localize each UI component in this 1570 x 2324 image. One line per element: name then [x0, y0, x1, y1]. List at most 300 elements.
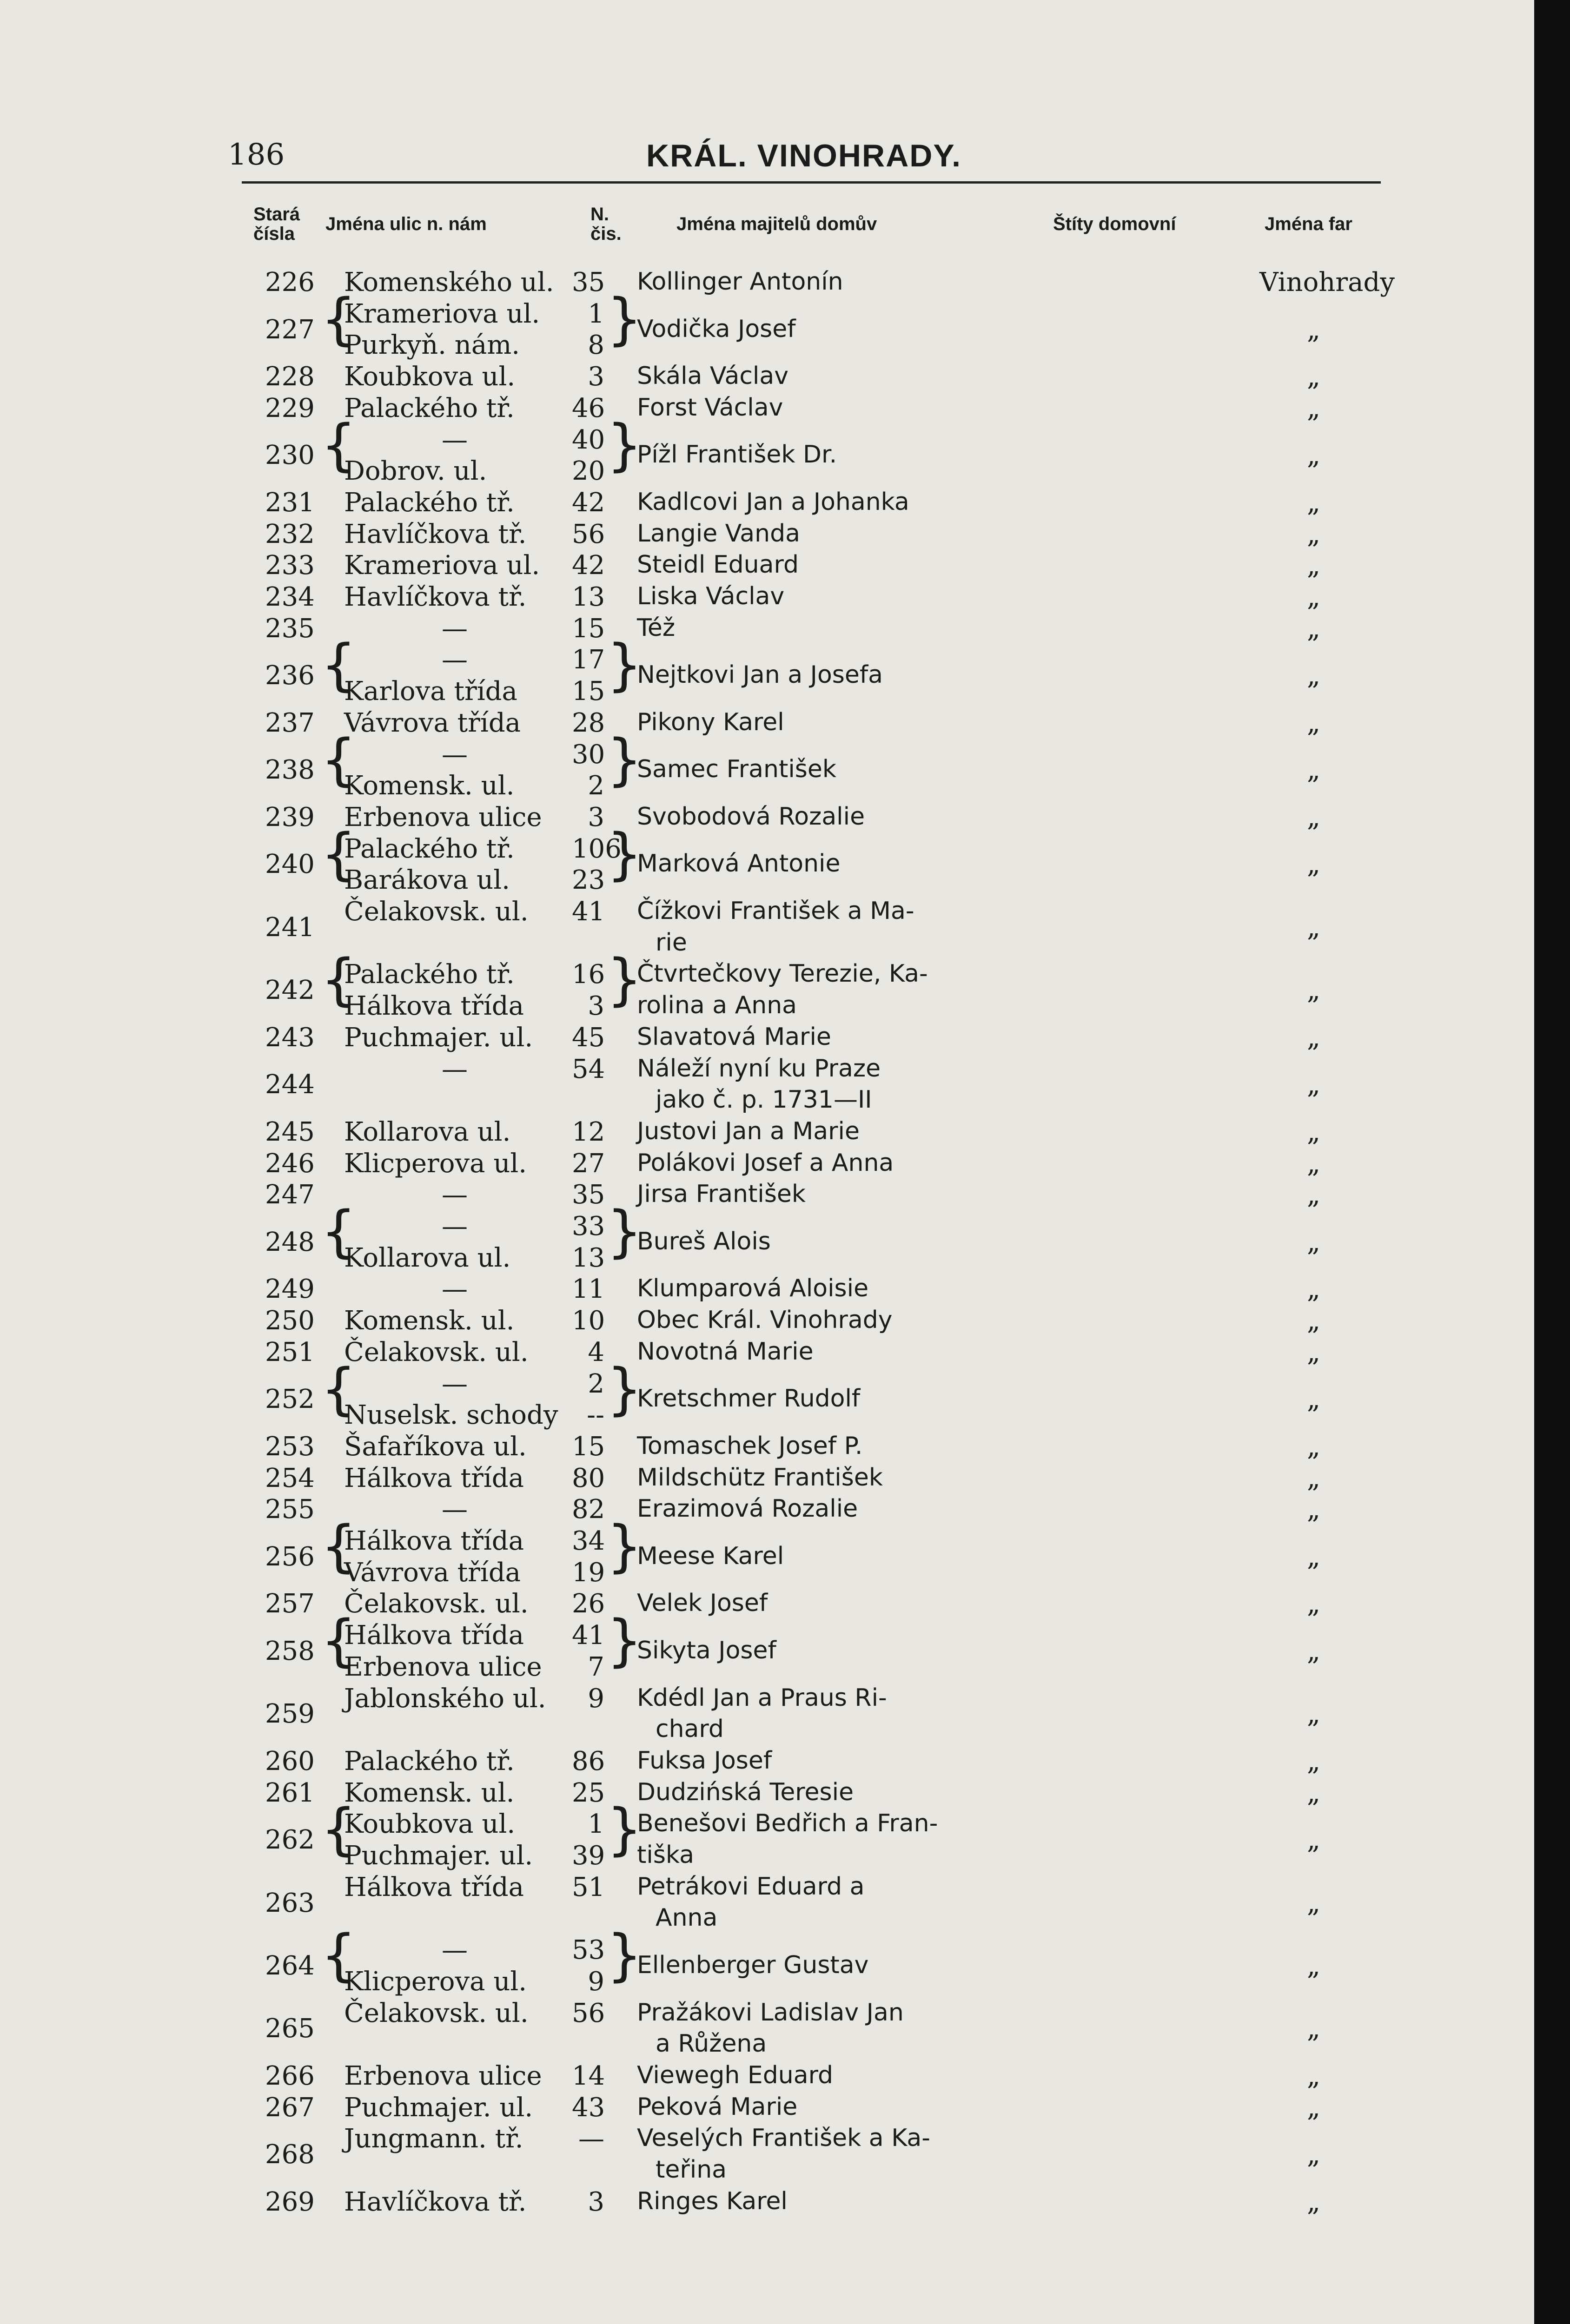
- house-number: 56: [572, 1998, 605, 2028]
- parish-name: „: [1306, 1306, 1320, 1336]
- parish-name: „: [1306, 2139, 1320, 2170]
- parish-name: „: [1306, 802, 1320, 832]
- left-brace: {: [321, 727, 357, 792]
- parish-name: „: [1306, 1384, 1320, 1415]
- house-number: 45: [572, 1022, 605, 1053]
- street-name: Jablonského ul.: [344, 1683, 546, 1714]
- old-number: 247: [265, 1180, 315, 1210]
- table-row: [0, 633, 1534, 710]
- owner-name: Ellenberger Gustav: [637, 1951, 869, 1979]
- parish-name: „: [1306, 2186, 1320, 2217]
- house-number: 8: [588, 330, 604, 361]
- left-brace: {: [321, 1514, 357, 1579]
- parish-name: „: [1306, 1636, 1320, 1666]
- parish-name: „: [1306, 755, 1320, 786]
- left-brace: {: [321, 633, 357, 698]
- house-number: 16: [572, 959, 605, 990]
- table-row: [0, 1609, 1534, 1685]
- owner-name: Nejtkovi Jan a Josefa: [637, 661, 883, 689]
- table-row: [0, 2126, 1534, 2189]
- table-row: [0, 1463, 1534, 1497]
- house-number: 41: [572, 897, 605, 927]
- owner-name: a Růžena: [656, 2030, 767, 2058]
- street-name: Purkyň. nám.: [344, 330, 520, 361]
- house-number: 7: [588, 1651, 604, 1682]
- house-number: 25: [572, 1777, 605, 1808]
- old-number: 264: [265, 1950, 315, 1981]
- right-brace: }: [607, 822, 643, 887]
- parish-name: „: [1306, 1070, 1320, 1100]
- table-row: [0, 1182, 1534, 1214]
- parish-name: „: [1306, 849, 1320, 880]
- street-name: Barákova ul.: [344, 865, 510, 896]
- house-number: 14: [572, 2060, 605, 2091]
- street-name: Čelakovsk. ul.: [344, 897, 529, 927]
- street-name: —: [442, 1494, 468, 1525]
- street-name: Koubkova ul.: [344, 362, 516, 392]
- parish-name: „: [1306, 1337, 1320, 1367]
- house-number: 27: [572, 1148, 605, 1179]
- house-number: 3: [588, 2186, 604, 2217]
- column-header-house-number-line-1: N.: [590, 204, 609, 224]
- house-number: 28: [572, 707, 605, 738]
- table-row: [0, 519, 1534, 553]
- old-number: 251: [265, 1337, 315, 1367]
- owner-name: Kretschmer Rudolf: [637, 1385, 861, 1413]
- table-row: [0, 2186, 1534, 2221]
- owner-name: Slavatová Marie: [637, 1023, 831, 1051]
- owner-name: Steidl Eduard: [637, 551, 799, 579]
- column-header-owner: Jména majitelů domův: [676, 214, 877, 234]
- street-name: Kollarova ul.: [344, 1116, 511, 1147]
- parish-name: „: [1306, 975, 1320, 1006]
- old-number: 227: [265, 314, 315, 345]
- table-row: [0, 1591, 1534, 1623]
- parish-name: „: [1306, 1116, 1320, 1147]
- table-row: [0, 267, 1534, 301]
- house-number: 13: [572, 1242, 605, 1273]
- parish-name: „: [1306, 613, 1320, 644]
- owner-name: Veselých František a Ka-: [637, 2124, 931, 2152]
- table-row: [0, 1357, 1534, 1434]
- table-row: [0, 1872, 1534, 1937]
- house-number: 56: [572, 519, 605, 549]
- table-row: [0, 899, 1534, 962]
- old-number: 269: [265, 2186, 315, 2217]
- table-row: [0, 364, 1534, 396]
- parish-name: „: [1306, 707, 1320, 738]
- column-header-house-number: [590, 205, 622, 244]
- house-number: 53: [572, 1935, 605, 1966]
- old-number: 240: [265, 849, 315, 880]
- house-number: 42: [572, 487, 605, 518]
- parish-name: „: [1306, 519, 1320, 549]
- house-number: 3: [588, 991, 604, 1022]
- house-number: 40: [572, 424, 605, 455]
- owner-name: Peková Marie: [637, 2093, 798, 2121]
- house-number: 1: [588, 1809, 604, 1840]
- house-number: 54: [572, 1054, 605, 1084]
- street-name: Komensk. ul.: [344, 1777, 515, 1808]
- old-number: 234: [265, 582, 315, 612]
- house-number: 46: [572, 393, 605, 423]
- parish-name: „: [1306, 1463, 1320, 1493]
- owner-name: Mildschütz František: [637, 1463, 883, 1492]
- left-brace: {: [321, 1200, 357, 1264]
- parish-name: „: [1306, 1825, 1320, 1855]
- street-name: Puchmajer. ul.: [344, 1022, 533, 1053]
- table-row: [0, 413, 1534, 490]
- parish-name: „: [1306, 1494, 1320, 1525]
- street-name: Klicperova ul.: [344, 1148, 527, 1179]
- old-number: 265: [265, 2014, 315, 2044]
- table-row: [0, 707, 1534, 742]
- old-number: 237: [265, 707, 315, 738]
- house-number: 82: [572, 1494, 605, 1525]
- street-name: —: [442, 424, 468, 455]
- old-number: 233: [265, 550, 315, 581]
- owner-name: Pikony Karel: [637, 708, 784, 736]
- owner-name: Obec Král. Vinohrady: [637, 1306, 893, 1334]
- street-name: Hálkova třída: [344, 1463, 524, 1493]
- street-name: Erbenova ulice: [344, 2060, 542, 2091]
- column-header-old-number-line-2: čísla: [253, 224, 295, 244]
- street-name: Kollarova ul.: [344, 1242, 511, 1273]
- old-number: 253: [265, 1431, 315, 1462]
- owner-name: Pížl František Dr.: [637, 441, 837, 469]
- owner-name: Novotná Marie: [637, 1337, 814, 1366]
- parish-name: „: [1306, 1180, 1320, 1210]
- house-number: 20: [572, 456, 605, 487]
- table-row: [0, 1683, 1534, 1749]
- parish-name: „: [1306, 1950, 1320, 1981]
- owner-name: Klumparová Aloisie: [637, 1274, 869, 1303]
- owner-name: Svobodová Rozalie: [637, 802, 865, 831]
- street-name: Karlova třída: [344, 676, 517, 707]
- parish-name: „: [1306, 1746, 1320, 1776]
- table-row: [0, 287, 1534, 364]
- house-number: --: [587, 1400, 604, 1431]
- owner-name: Bureš Alois: [637, 1227, 771, 1255]
- parish-name: „: [1306, 582, 1320, 612]
- parish-name: „: [1306, 487, 1320, 518]
- street-name: —: [442, 1180, 468, 1210]
- owner-name: Polákovi Josef a Anna: [637, 1149, 894, 1177]
- street-name: Palackého tř.: [344, 1746, 515, 1776]
- table-row: [0, 802, 1534, 836]
- owner-name: Náleží nyní ku Praze: [637, 1054, 881, 1083]
- right-brace: }: [607, 1357, 643, 1422]
- table-row: [0, 550, 1534, 584]
- old-number: 263: [265, 1888, 315, 1918]
- table-row: [0, 1923, 1534, 2000]
- parish-name: „: [1306, 393, 1320, 423]
- left-brace: {: [321, 1797, 357, 1862]
- street-name: —: [442, 1211, 468, 1241]
- house-number: 86: [572, 1746, 605, 1776]
- parish-name: „: [1306, 660, 1320, 691]
- table-row: [0, 1746, 1534, 1780]
- old-number: 258: [265, 1636, 315, 1666]
- old-number: 239: [265, 802, 315, 832]
- table-row: [0, 1200, 1534, 1276]
- old-number: 257: [265, 1589, 315, 1619]
- owner-name: Liska Václav: [637, 582, 785, 610]
- house-number: 51: [572, 1872, 605, 1902]
- owner-name: Kadlcovi Jan a Johanka: [637, 488, 909, 516]
- column-header-old-number: [253, 205, 300, 244]
- page-number: 186: [228, 138, 285, 172]
- street-name: Puchmajer. ul.: [344, 1840, 533, 1871]
- owner-name: Erazimová Rozalie: [637, 1495, 858, 1523]
- owner-name: Ringes Karel: [637, 2187, 788, 2215]
- house-number: 80: [572, 1463, 605, 1493]
- left-brace: {: [321, 413, 357, 478]
- table-row: [0, 1056, 1534, 1119]
- old-number: 236: [265, 660, 315, 691]
- column-header-parish: Jména far: [1265, 214, 1352, 234]
- parish-name: „: [1306, 1589, 1320, 1619]
- house-number: 15: [572, 613, 605, 644]
- parish-name: Vinohrady: [1259, 267, 1395, 297]
- house-number: 9: [588, 1966, 604, 1997]
- old-number: 266: [265, 2060, 315, 2091]
- right-brace: }: [607, 287, 643, 352]
- parish-name: „: [1306, 2060, 1320, 2091]
- owner-name: Benešovi Bedřich a Fran-: [637, 1809, 938, 1838]
- parish-name: „: [1306, 440, 1320, 471]
- street-name: —: [442, 645, 468, 675]
- street-name: Hálkova třída: [344, 1620, 524, 1651]
- owner-name: Justovi Jan a Marie: [637, 1117, 860, 1145]
- page-header: [228, 138, 1390, 179]
- table-row: [0, 1337, 1534, 1371]
- street-name: Palackého tř.: [344, 393, 515, 423]
- old-number: 254: [265, 1463, 315, 1493]
- street-name: Havlíčkova tř.: [344, 582, 527, 612]
- owner-name: Dudzińská Teresie: [637, 1778, 854, 1806]
- owner-name: Samec František: [637, 755, 836, 784]
- old-number: 242: [265, 975, 315, 1006]
- house-number: 30: [572, 739, 605, 770]
- old-number: 248: [265, 1227, 315, 1257]
- house-number: 42: [572, 550, 605, 581]
- house-number: 15: [572, 1431, 605, 1462]
- left-brace: {: [321, 287, 357, 352]
- table-row: [0, 1494, 1534, 1528]
- house-number: 39: [572, 1840, 605, 1871]
- parish-name: „: [1306, 2092, 1320, 2123]
- right-brace: }: [607, 633, 643, 698]
- left-brace: {: [321, 948, 357, 1013]
- table-row: [0, 1431, 1534, 1466]
- house-number: 3: [588, 802, 604, 832]
- table-row: [0, 393, 1534, 427]
- street-name: Nuselsk. schody: [344, 1400, 558, 1431]
- house-number: 26: [572, 1589, 605, 1619]
- table-row: [0, 822, 1534, 899]
- parish-name: „: [1306, 1699, 1320, 1730]
- street-name: Jungmann. tř.: [344, 2124, 523, 2154]
- book-spine: [1534, 0, 1570, 2324]
- right-brace: }: [607, 413, 643, 478]
- street-name: Puchmajer. ul.: [344, 2092, 533, 2123]
- street-name: Palackého tř.: [344, 833, 515, 864]
- house-number: 9: [588, 1683, 604, 1714]
- street-name: Dobrov. ul.: [344, 456, 487, 487]
- street-name: —: [442, 1368, 468, 1399]
- owner-name: Jirsa František: [637, 1180, 806, 1208]
- left-brace: {: [321, 1609, 357, 1674]
- house-number: 35: [572, 267, 605, 297]
- street-name: Hálkova třída: [344, 1526, 524, 1556]
- house-number: 15: [572, 676, 605, 707]
- parish-name: „: [1306, 1888, 1320, 1918]
- parish-name: „: [1306, 362, 1320, 392]
- parish-name: „: [1306, 314, 1320, 345]
- owner-name: rie: [656, 928, 687, 957]
- parish-name: „: [1306, 912, 1320, 943]
- house-number: 3: [588, 362, 604, 392]
- owner-name: Pražákovi Ladislav Jan: [637, 1998, 904, 2027]
- old-number: 246: [265, 1148, 315, 1179]
- owner-name: teřina: [656, 2155, 727, 2184]
- owner-name: Viewegh Eduard: [637, 2061, 834, 2089]
- street-name: Erbenova ulice: [344, 802, 542, 832]
- parish-name: „: [1306, 1148, 1320, 1179]
- owner-name: rolina a Anna: [637, 991, 797, 1020]
- house-number: 12: [572, 1116, 605, 1147]
- parish-name: „: [1306, 550, 1320, 581]
- owner-name: Forst Václav: [637, 393, 783, 422]
- owner-name: Sikyta Josef: [637, 1636, 776, 1664]
- street-name: Palackého tř.: [344, 959, 515, 990]
- street-name: Koubkova ul.: [344, 1809, 516, 1840]
- old-number: 256: [265, 1541, 315, 1572]
- street-name: Erbenova ulice: [344, 1651, 542, 1682]
- owner-name: Langie Vanda: [637, 519, 800, 548]
- owner-name: tiška: [637, 1841, 694, 1869]
- street-name: —: [442, 739, 468, 770]
- right-brace: }: [607, 1923, 643, 1988]
- old-number: 235: [265, 613, 315, 644]
- owner-name: Anna: [656, 1904, 718, 1932]
- right-brace: }: [607, 727, 643, 792]
- house-number: 33: [572, 1211, 605, 1241]
- old-number: 228: [265, 362, 315, 392]
- old-number: 268: [265, 2139, 315, 2170]
- house-number: 1: [588, 298, 604, 329]
- street-name: Hálkova třída: [344, 991, 524, 1022]
- table-row: [0, 1308, 1534, 1340]
- owner-name: Velek Josef: [637, 1589, 768, 1618]
- column-header-signs: Štíty domovní: [1053, 214, 1176, 234]
- parish-name: „: [1306, 1274, 1320, 1305]
- owner-name: Kollinger Antonín: [637, 268, 843, 296]
- house-number: 106: [572, 833, 622, 864]
- old-number: 261: [265, 1777, 315, 1808]
- table-row: [0, 613, 1534, 647]
- street-name: Komensk. ul.: [344, 771, 515, 801]
- street-name: Havlíčkova tř.: [344, 519, 527, 549]
- street-name: Čelakovsk. ul.: [344, 1337, 529, 1367]
- street-name: Čelakovsk. ul.: [344, 1589, 529, 1619]
- left-brace: {: [321, 1357, 357, 1422]
- left-brace: {: [321, 822, 357, 887]
- old-number: 267: [265, 2092, 315, 2123]
- owner-name: Petrákovi Eduard a: [637, 1872, 865, 1901]
- street-name: Havlíčkova tř.: [344, 2186, 527, 2217]
- table-row: [0, 487, 1534, 522]
- street-name: —: [442, 1054, 468, 1084]
- owner-name: Čtvrtečkovy Terezie, Ka-: [637, 960, 928, 988]
- old-number: 238: [265, 755, 315, 786]
- table-row: [0, 1148, 1534, 1182]
- old-number: 255: [265, 1494, 315, 1525]
- owner-name: Čížkovi František a Ma-: [637, 897, 914, 925]
- table-row: [0, 2000, 1534, 2063]
- old-number: 244: [265, 1070, 315, 1100]
- running-title: KRÁL. VINOHRADY.: [646, 138, 962, 173]
- table-row: [0, 727, 1534, 805]
- right-brace: }: [607, 948, 643, 1013]
- house-number: 41: [572, 1620, 605, 1651]
- old-number: 245: [265, 1116, 315, 1147]
- owner-name: Kdédl Jan a Praus Ri-: [637, 1684, 887, 1712]
- parish-name: „: [1306, 1431, 1320, 1462]
- table-row: [0, 1777, 1534, 1812]
- right-brace: }: [607, 1200, 643, 1264]
- table-row: [0, 2060, 1534, 2095]
- table-row: [0, 2092, 1534, 2126]
- old-number: 252: [265, 1384, 315, 1415]
- house-number: 34: [572, 1526, 605, 1556]
- parish-name: „: [1306, 1777, 1320, 1808]
- parish-name: „: [1306, 2014, 1320, 2044]
- old-number: 249: [265, 1274, 315, 1305]
- owner-name: jako č. p. 1731—II: [656, 1086, 872, 1114]
- left-brace: {: [321, 1923, 357, 1988]
- street-name: Palackého tř.: [344, 487, 515, 518]
- old-number: 229: [265, 393, 315, 423]
- house-number: 35: [572, 1180, 605, 1210]
- house-number: 19: [572, 1557, 605, 1588]
- old-number: 250: [265, 1306, 315, 1336]
- right-brace: }: [607, 1609, 643, 1674]
- header-rule: [242, 181, 1381, 184]
- old-number: 231: [265, 487, 315, 518]
- table-row: [0, 1022, 1534, 1056]
- street-name: Komensk. ul.: [344, 1306, 515, 1336]
- parish-name: „: [1306, 1227, 1320, 1257]
- table-row: [0, 1276, 1534, 1308]
- street-name: Komenského ul.: [344, 267, 554, 297]
- street-name: Vávrova třída: [344, 1557, 521, 1588]
- house-number: 2: [588, 771, 604, 801]
- house-number: 10: [572, 1306, 605, 1336]
- owner-name: Skála Václav: [637, 362, 788, 390]
- house-number: 2: [588, 1368, 604, 1399]
- house-number: 13: [572, 582, 605, 612]
- old-number: 262: [265, 1825, 315, 1855]
- owner-name: Též: [637, 614, 676, 642]
- street-name: —: [442, 613, 468, 644]
- parish-name: „: [1306, 1541, 1320, 1572]
- street-name: Krameriova ul.: [344, 298, 540, 329]
- table-row: [0, 1116, 1534, 1151]
- old-number: 241: [265, 912, 315, 943]
- owner-name: Meese Karel: [637, 1542, 784, 1570]
